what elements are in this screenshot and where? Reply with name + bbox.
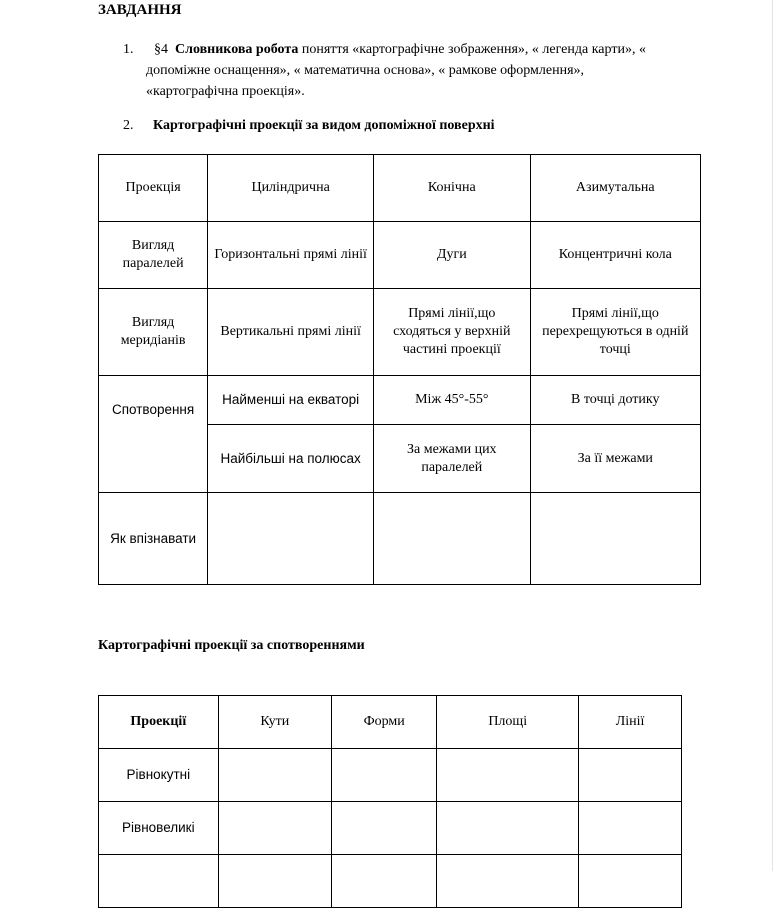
- task-1-text: поняття «картографічне зображення», « легенда карти», « допоміжне оснащення», « математична основа», « рамкове оформлення», «картографічна проекція».: [146, 42, 646, 99]
- table-header-cell: Циліндрична: [208, 155, 374, 222]
- table-cell-empty: [332, 802, 437, 855]
- task-1: [123, 39, 663, 102]
- table-cell: Рівнокутні: [99, 749, 219, 802]
- table-row: [99, 376, 701, 425]
- table-cell: Вигляд меридіанів: [99, 289, 208, 376]
- table-cell-empty: [218, 802, 331, 855]
- table-header-cell: Форми: [332, 696, 437, 749]
- table-cell-empty: [579, 802, 682, 855]
- task-2-number: 2.: [123, 118, 134, 133]
- table-row: [99, 802, 682, 855]
- table-cell-empty: [332, 749, 437, 802]
- table-header-cell: Проекції: [99, 696, 219, 749]
- task-1-bold-term: Словникова робота: [175, 42, 299, 57]
- table-cell: Прямі лінії,що сходяться у верхній частині проекції: [374, 289, 530, 376]
- table-header-cell: Проекція: [99, 155, 208, 222]
- table-header-cell: Конічна: [374, 155, 530, 222]
- page-heading: ЗАВДАННЯ: [98, 2, 182, 18]
- table-cell-empty: [208, 493, 374, 585]
- table-cell-empty: [579, 749, 682, 802]
- table-row: [99, 749, 682, 802]
- table-cell-empty: [218, 855, 331, 908]
- table-cell-empty: [437, 749, 579, 802]
- task-2-title: Картографічні проекції за видом допоміжної поверхні: [153, 118, 495, 133]
- table-cell: Горизонтальні прямі лінії: [208, 222, 374, 289]
- projections-by-surface-table: [98, 154, 701, 585]
- table-cell: Найбільші на полюсах: [208, 425, 374, 493]
- task-2: [123, 118, 495, 134]
- task-1-number: 1.: [123, 42, 134, 57]
- table-cell: За її межами: [530, 425, 700, 493]
- table-cell-empty: [99, 855, 219, 908]
- projections-by-distortion-table: [98, 695, 682, 908]
- task-1-section: §4: [154, 42, 168, 57]
- table-cell-empty: [437, 802, 579, 855]
- table-row: [99, 222, 701, 289]
- task-1-body: [146, 39, 663, 102]
- table-cell: Як впізнавати: [99, 493, 208, 585]
- table-cell: Прямі лінії,що перехрещуються в одній точці: [530, 289, 700, 376]
- table-row: [99, 696, 682, 749]
- table-row: [99, 289, 701, 376]
- table-row: [99, 493, 701, 585]
- table-cell: Вигляд паралелей: [99, 222, 208, 289]
- table-cell: Найменші на екваторі: [208, 376, 374, 425]
- table-cell-empty: [437, 855, 579, 908]
- table-header-cell: Площі: [437, 696, 579, 749]
- table-header-cell: Лінії: [579, 696, 682, 749]
- table-cell-empty: [374, 493, 530, 585]
- table-row: [99, 855, 682, 908]
- section-2-title: Картографічні проекції за спотвореннями: [98, 638, 365, 653]
- table-cell-distortion-label: Спотворення: [99, 376, 208, 493]
- table-header-cell: Азимутальна: [530, 155, 700, 222]
- table-cell: Дуги: [374, 222, 530, 289]
- table-cell-empty: [530, 493, 700, 585]
- table-cell: Рівновеликі: [99, 802, 219, 855]
- table-cell: В точці дотику: [530, 376, 700, 425]
- table-cell: Між 45°-55°: [374, 376, 530, 425]
- table-cell-empty: [579, 855, 682, 908]
- table-cell: За межами цих паралелей: [374, 425, 530, 493]
- table-cell: Вертикальні прямі лінії: [208, 289, 374, 376]
- table-cell-empty: [332, 855, 437, 908]
- table-cell-empty: [218, 749, 331, 802]
- table-row: [99, 155, 701, 222]
- table-cell: Концентричні кола: [530, 222, 700, 289]
- table-header-cell: Кути: [218, 696, 331, 749]
